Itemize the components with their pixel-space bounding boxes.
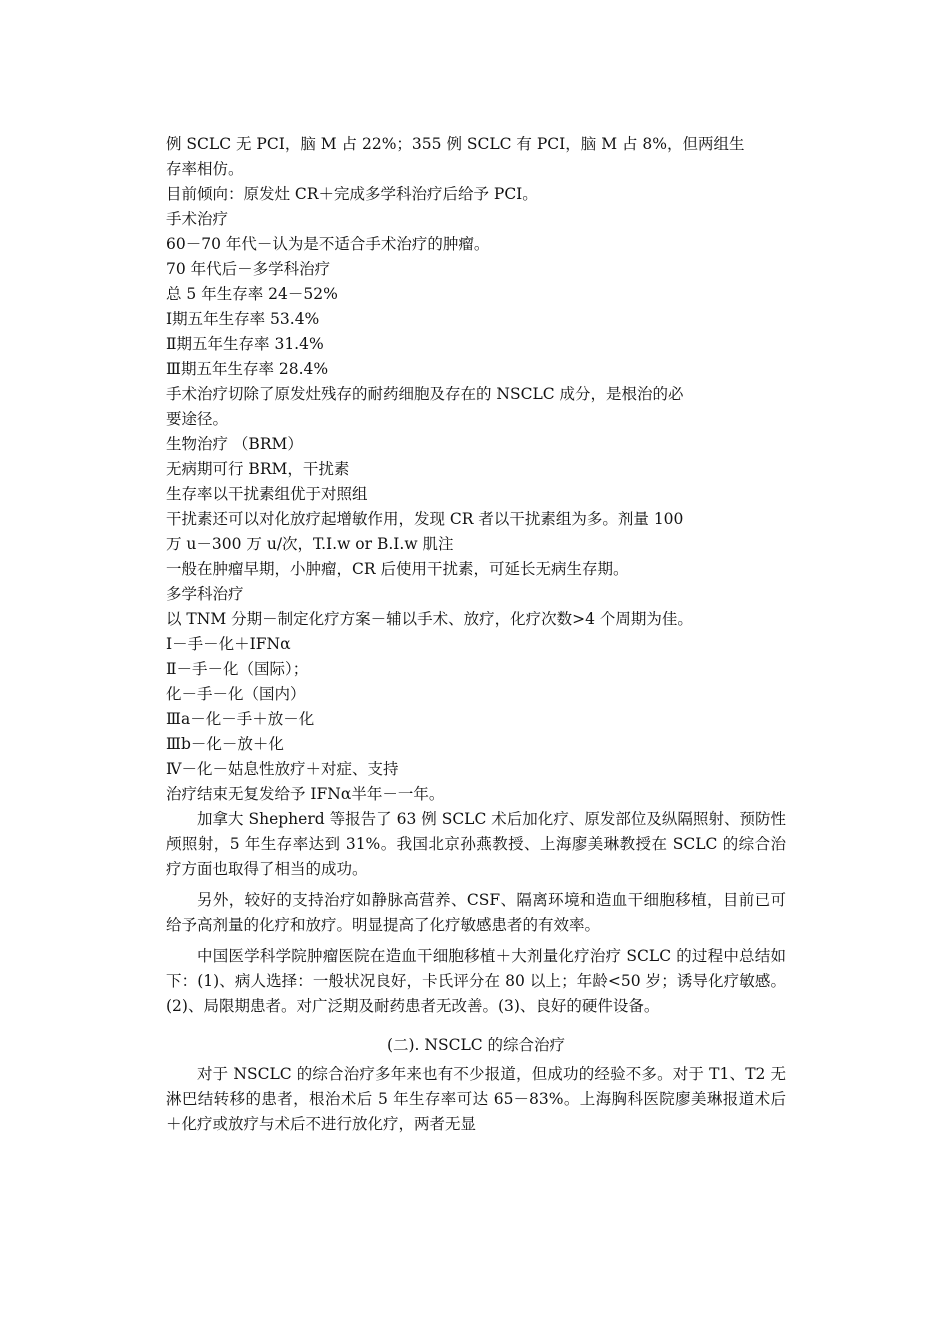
text-line: 生存率以干扰素组优于对照组 <box>166 485 368 503</box>
text-line: 手术治疗切除了原发灶残存的耐药细胞及存在的 NSCLC 成分，是根治的必 <box>166 385 684 403</box>
document-page <box>166 132 786 1137</box>
paragraph-cams-summary: 中国医学科学院肿瘤医院在造血干细胞移植＋大剂量化疗治疗 SCLC 的过程中总结如下：(1)、病人选择：一般状况良好，卡氏评分在 80 以上；年龄<50 岁；诱导化疗敏感。(2)、局限期患者。对广泛期及耐药患者无改善。(3)、良好的硬件设备。 <box>166 947 786 1015</box>
text-line: 例 SCLC 无 PCI，脑 M 占 22%；355 例 SCLC 有 PCI，脑 M 占 8%，但两组生 <box>166 135 745 153</box>
section-label-multidisciplinary: 多学科治疗 <box>166 585 244 603</box>
text-line: 以 TNM 分期－制定化疗方案－辅以手术、放疗，化疗次数>4 个周期为佳。 <box>166 610 693 628</box>
section-label-surgery: 手术治疗 <box>166 210 229 228</box>
text-line: 万 u－300 万 u/次，T.I.w or B.I.w 肌注 <box>166 535 454 553</box>
regimen-line: Ⅳ－化－姑息性放疗＋对症、支持 <box>166 760 399 778</box>
text-line: 目前倾向：原发灶 CR＋完成多学科治疗后给予 PCI。 <box>166 185 538 203</box>
text-line: 一般在肿瘤早期，小肿瘤，CR 后使用干扰素，可延长无病生存期。 <box>166 560 629 578</box>
regimen-line: Ⅲa－化－手＋放－化 <box>166 710 315 728</box>
text-line: Ⅱ期五年生存率 31.4% <box>166 335 324 353</box>
paragraph-nsclc: 对于 NSCLC 的综合治疗多年来也有不少报道，但成功的经验不多。对于 T1、T2 无淋巴结转移的患者，根治术后 5 年生存率可达 65－83%。上海胸科医院廖美琳报道术后＋化疗或放疗与术后不进行放化疗，两者无显 <box>166 1065 786 1133</box>
text-line: Ⅲ期五年生存率 28.4% <box>166 360 329 378</box>
text-line: 要途径。 <box>166 410 229 428</box>
regimen-line: Ⅰ－手－化＋IFNα <box>166 635 291 653</box>
text-line: 70 年代后－多学科治疗 <box>166 260 331 278</box>
text-line: 60－70 年代－认为是不适合手术治疗的肿瘤。 <box>166 235 490 253</box>
text-line: 总 5 年生存率 24－52% <box>166 285 338 303</box>
paragraph-support-therapy: 另外，较好的支持治疗如静脉高营养、CSF、隔离环境和造血干细胞移植，目前已可给予高剂量的化疗和放疗。明显提高了化疗敏感患者的有效率。 <box>166 891 786 934</box>
text-line: 治疗结束无复发给予 IFNα半年－一年。 <box>166 785 445 803</box>
text-line: 干扰素还可以对化放疗起增敏作用，发现 CR 者以干扰素组为多。剂量 100 <box>166 510 684 528</box>
regimen-line: Ⅱ－手－化（国际）； <box>166 660 309 678</box>
text-line: 无病期可行 BRM，干扰素 <box>166 460 350 478</box>
regimen-line: 化－手－化（国内） <box>166 685 306 703</box>
section-heading: (二). NSCLC 的综合治疗 <box>386 1036 566 1054</box>
regimen-line: Ⅲb－化－放＋化 <box>166 735 284 753</box>
text-line: Ⅰ期五年生存率 53.4% <box>166 310 320 328</box>
section-label-biotherapy: 生物治疗 （BRM） <box>166 435 303 453</box>
text-line: 存率相仿。 <box>166 160 244 178</box>
paragraph-shepherd: 加拿大 Shepherd 等报告了 63 例 SCLC 术后加化疗、原发部位及纵隔照射、预防性颅照射，5 年生存率达到 31%。我国北京孙燕教授、上海廖美琳教授在 SCLC 的综合治疗方面也取得了相当的成功。 <box>166 810 786 878</box>
